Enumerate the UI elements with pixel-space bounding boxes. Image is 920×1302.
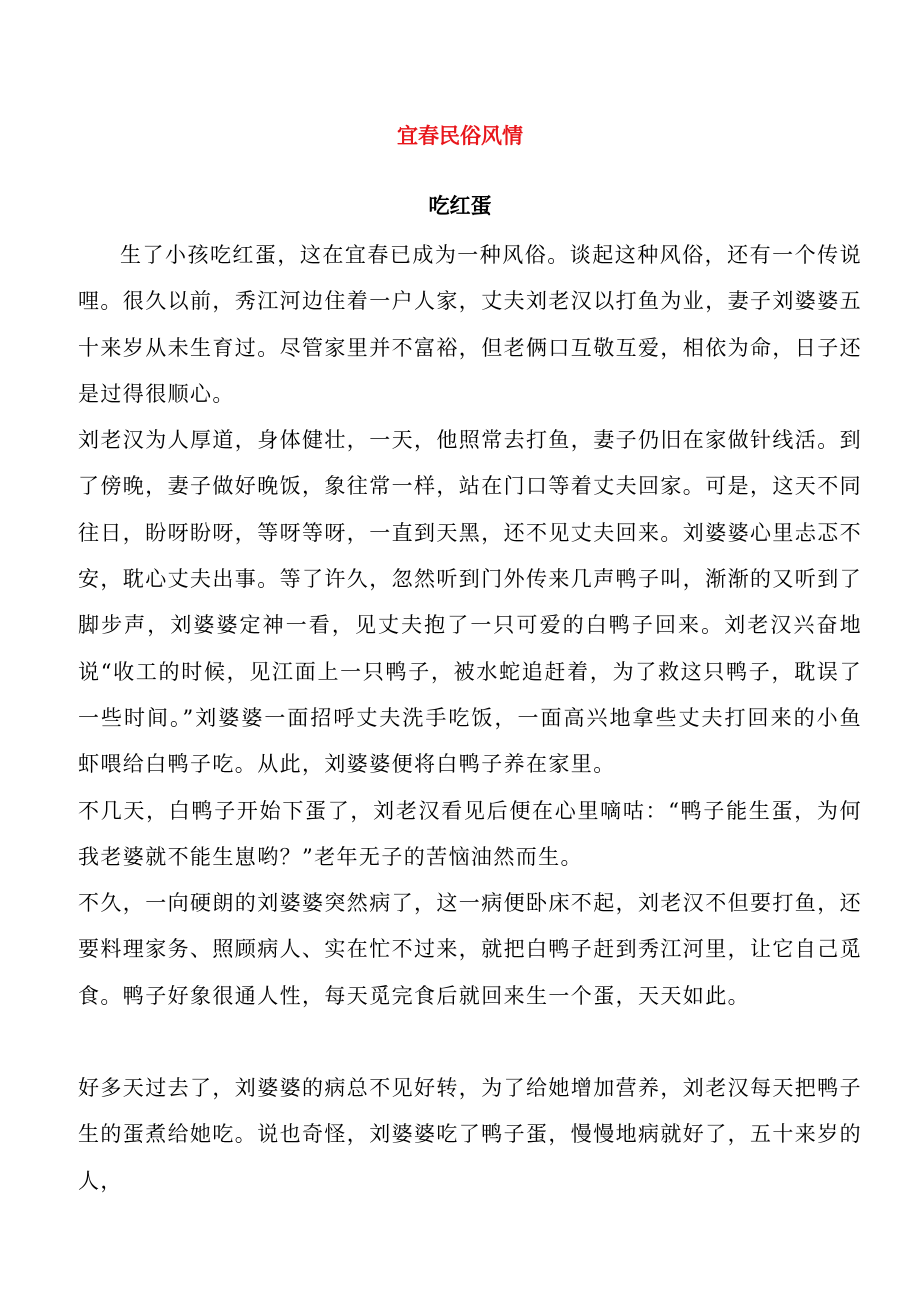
paragraph-5: 好多天过去了，刘婆婆的病总不见好转，为了给她增加营养，刘老汉每天把鸭子生的蛋煮给她吃。说也奇怪，刘婆婆吃了鸭子蛋，慢慢地病就好了，五十来岁的人， xyxy=(78,1076,862,1193)
paragraph-2: 刘老汉为人厚道，身体健壮，一天，他照常去打鱼，妻子仍旧在家做针线活。到了傍晚，妻子做好晚饭，象往常一样，站在门口等着丈夫回家。可是，这天不同往日，盼呀盼呀，等呀等呀，一直到天黑，还不见丈夫回来。刘婆婆心里忐忑不安，耽心丈夫出事。等了许久，忽然听到门外传来几声鸭子叫，渐渐的又听到了脚步声，刘婆婆定神一看，见丈夫抱了一只可爱的白鸭子回来。刘老汉兴奋地说“收工的时候，见江面上一只鸭子，被水蛇追赶着，为了救这只鸭子，耽误了一些时间。”刘婆婆一面招呼丈夫洗手吃饭，一面高兴地拿些丈夫打回来的小鱼虾喂给白鸭子吃。从此，刘婆婆便将白鸭子养在家里。 xyxy=(78,428,862,777)
paragraph-3: 不几天，白鸭子开始下蛋了，刘老汉看见后便在心里嘀咕：“鸭子能生蛋，为何我老婆就不能生崽哟？”老年无子的苦恼油然而生。 xyxy=(78,798,862,869)
section-title: 吃红蛋 xyxy=(428,193,492,218)
paragraph-4: 不久，一向硬朗的刘婆婆突然病了，这一病便卧床不起，刘老汉不但要打鱼，还要料理家务、照顾病人、实在忙不过来，就把白鸭子赶到秀江河里，让它自己觅食。鸭子好象很通人性，每天觅完食后就回来生一个蛋，天天如此。 xyxy=(78,891,862,1008)
paragraph-spacer xyxy=(78,1019,862,1065)
document-body xyxy=(78,232,862,1204)
document-title: 宜春民俗风情 xyxy=(397,123,523,148)
paragraph-1: 生了小孩吃红蛋，这在宜春已成为一种风俗。谈起这种风俗，还有一个传说哩。很久以前，秀江河边住着一户人家，丈夫刘老汉以打鱼为业，妻子刘婆婆五十来岁从未生育过。尽管家里并不富裕，但老俩口互敬互爱，相依为命，日子还是过得很顺心。 xyxy=(78,243,862,406)
